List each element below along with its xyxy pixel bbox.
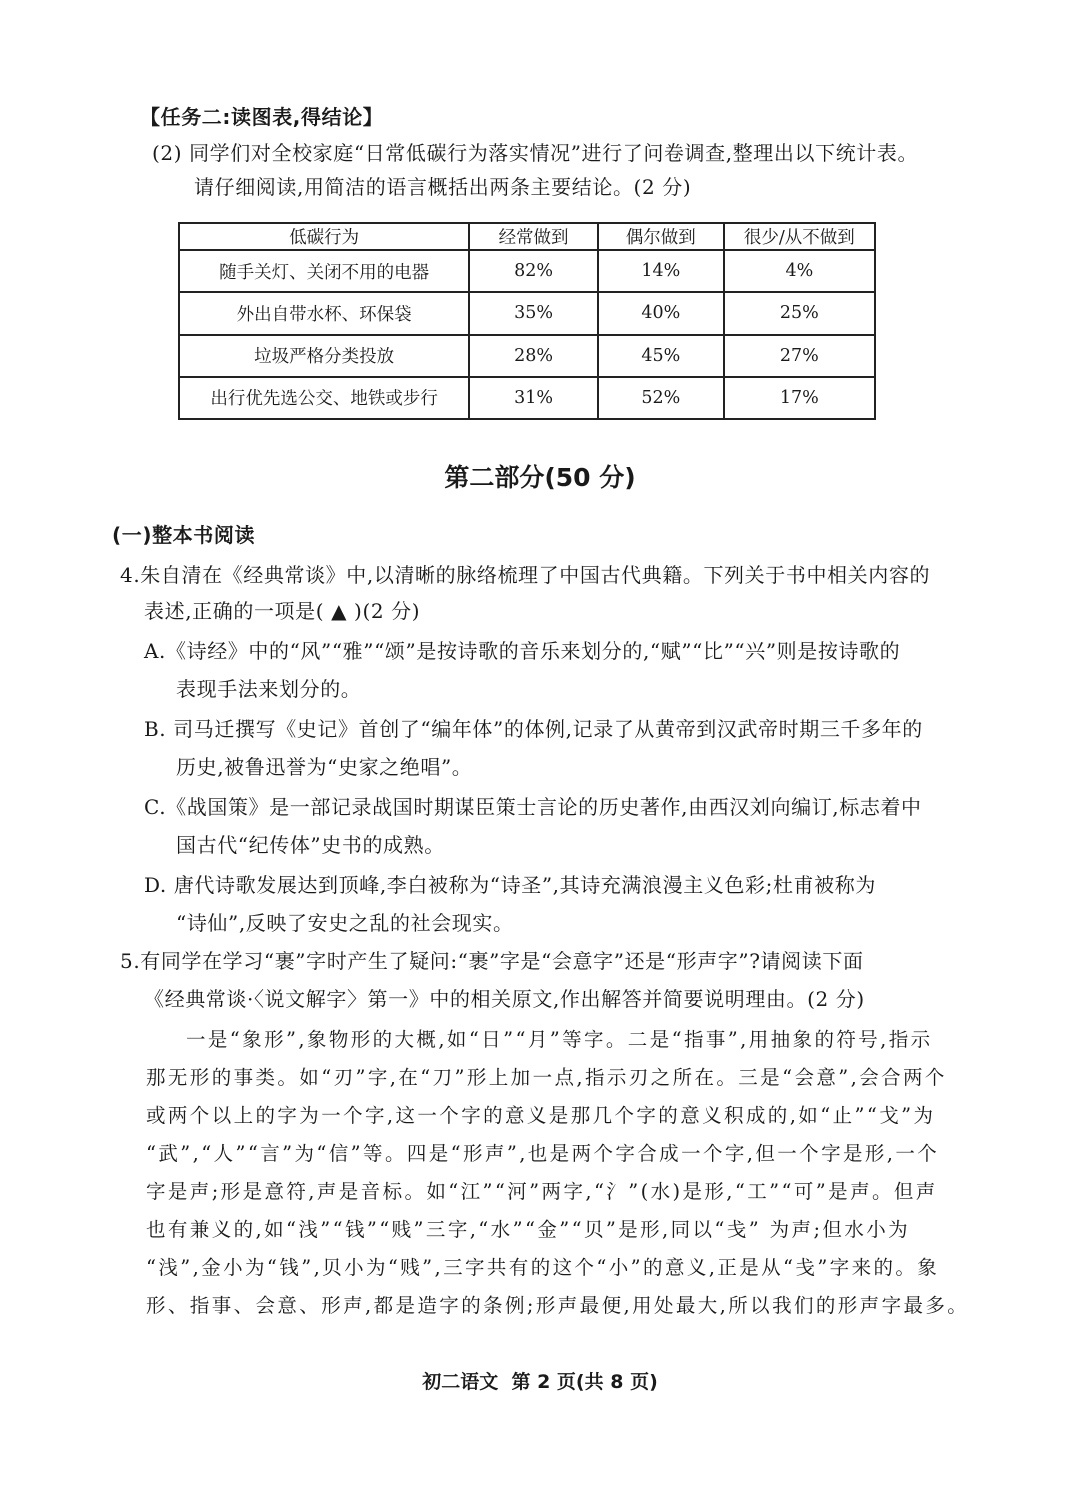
table-cell: 随手关灯、关闭不用的电器 (179, 250, 469, 292)
table-header-cell: 经常做到 (469, 223, 598, 250)
table-header-cell: 偶尔做到 (598, 223, 724, 250)
q5-stem-line1: 5.有同学在学习“裹”字时产生了疑问:“裹”字是“会意字”还是“形声字”?请阅读下面 (120, 949, 864, 973)
table-cell: 52% (598, 377, 724, 419)
table-cell: 31% (469, 377, 598, 419)
q4-option-d-line2: “诗仙”,反映了安史之乱的社会现实。 (176, 911, 514, 935)
task2-heading: 【任务二:读图表,得结论】 (140, 105, 384, 129)
table-cell: 出行优先选公交、地铁或步行 (179, 377, 469, 419)
table-row (179, 292, 875, 334)
table-header-cell: 很少/从不做到 (724, 223, 875, 250)
q5-stem-line2: 《经典常谈·〈说文解字〉第一》中的相关原文,作出解答并简要说明理由。(2 分) (144, 987, 865, 1011)
passage-line: 也有兼义的,如“浅”“钱”“贱”三字,“水”“金”“贝”是形,同以“戋” 为声;但水小为 (146, 1218, 911, 1241)
q4-stem-line1: 4.朱自清在《经典常谈》中,以清晰的脉络梳理了中国古代典籍。下列关于书中相关内容的 (120, 563, 931, 587)
task2-prompt-line2: 请仔细阅读,用简洁的语言概括出两条主要结论。(2 分) (194, 175, 692, 199)
passage-line: 或两个以上的字为一个字,这一个字的意义是那几个字的意义积成的,如“止”“戈”为 (146, 1104, 936, 1127)
table-cell: 外出自带水杯、环保袋 (179, 292, 469, 334)
q4-option-d-line1: D. 唐代诗歌发展达到顶峰,李白被称为“诗圣”,其诗充满浪漫主义色彩;杜甫被称为 (144, 873, 876, 897)
part2-title: 第二部分(50 分) (444, 463, 636, 492)
section1-heading: (一)整本书阅读 (112, 523, 256, 547)
table-cell: 25% (724, 292, 875, 334)
q4-option-c-line1: C.《战国策》是一部记录战国时期谋臣策士言论的历史著作,由西汉刘向编订,标志着中 (144, 795, 922, 819)
table-header-row (179, 223, 875, 250)
table-row (179, 335, 875, 377)
table-cell: 27% (724, 335, 875, 377)
q4-option-b-line1: B. 司马迁撰写《史记》首创了“编年体”的体例,记录了从黄帝到汉武帝时期三千多年的 (144, 717, 923, 741)
table-cell: 垃圾严格分类投放 (179, 335, 469, 377)
table-cell: 17% (724, 377, 875, 419)
task2-prompt-line1: (2) 同学们对全校家庭“日常低碳行为落实情况”进行了问卷调查,整理出以下统计表。 (152, 141, 919, 165)
passage-line: 那无形的事类。如“刃”字,在“刀”形上加一点,指示刃之所在。三是“会意”,会合两个 (146, 1066, 947, 1089)
page-footer: 初二语文 第 2 页(共 8 页) (422, 1371, 658, 1393)
passage-line: “浅”,金小为“钱”,贝小为“贱”,三字共有的这个“小”的意义,正是从“戋”字来的。象 (146, 1256, 940, 1279)
q4-stem-line2: 表述,正确的一项是( ▲ )(2 分) (144, 599, 421, 623)
table-cell: 45% (598, 335, 724, 377)
table-cell: 28% (469, 335, 598, 377)
passage-line: 字是声;形是意符,声是音标。如“江”“河”两字,“氵”(水)是形,“工”“可”是声。但声 (146, 1180, 938, 1203)
q4-option-b-line2: 历史,被鲁迅誉为“史家之绝唱”。 (176, 755, 473, 779)
passage-line: “武”,“人”“言”为“信”等。四是“形声”,也是两个字合成一个字,但一个字是形,一个 (146, 1142, 940, 1165)
table-cell: 14% (598, 250, 724, 292)
low-carbon-stats-table (178, 222, 876, 420)
table-cell: 40% (598, 292, 724, 334)
passage-line: 形、指事、会意、形声,都是造字的条例;形声最便,用处最大,所以我们的形声字最多。 (146, 1294, 970, 1317)
table-row (179, 250, 875, 292)
table-cell: 4% (724, 250, 875, 292)
table-cell: 82% (469, 250, 598, 292)
q4-option-a-line2: 表现手法来划分的。 (176, 677, 362, 701)
table-row (179, 377, 875, 419)
table-cell: 35% (469, 292, 598, 334)
q4-option-c-line2: 国古代“纪传体”史书的成熟。 (176, 833, 445, 857)
q4-option-a-line1: A.《诗经》中的“风”“雅”“颂”是按诗歌的音乐来划分的,“赋”“比”“兴”则是按诗歌的 (144, 639, 901, 663)
passage-line: 一是“象形”,象物形的大概,如“日”“月”等字。二是“指事”,用抽象的符号,指示 (186, 1028, 933, 1051)
table-header-cell: 低碳行为 (179, 223, 469, 250)
